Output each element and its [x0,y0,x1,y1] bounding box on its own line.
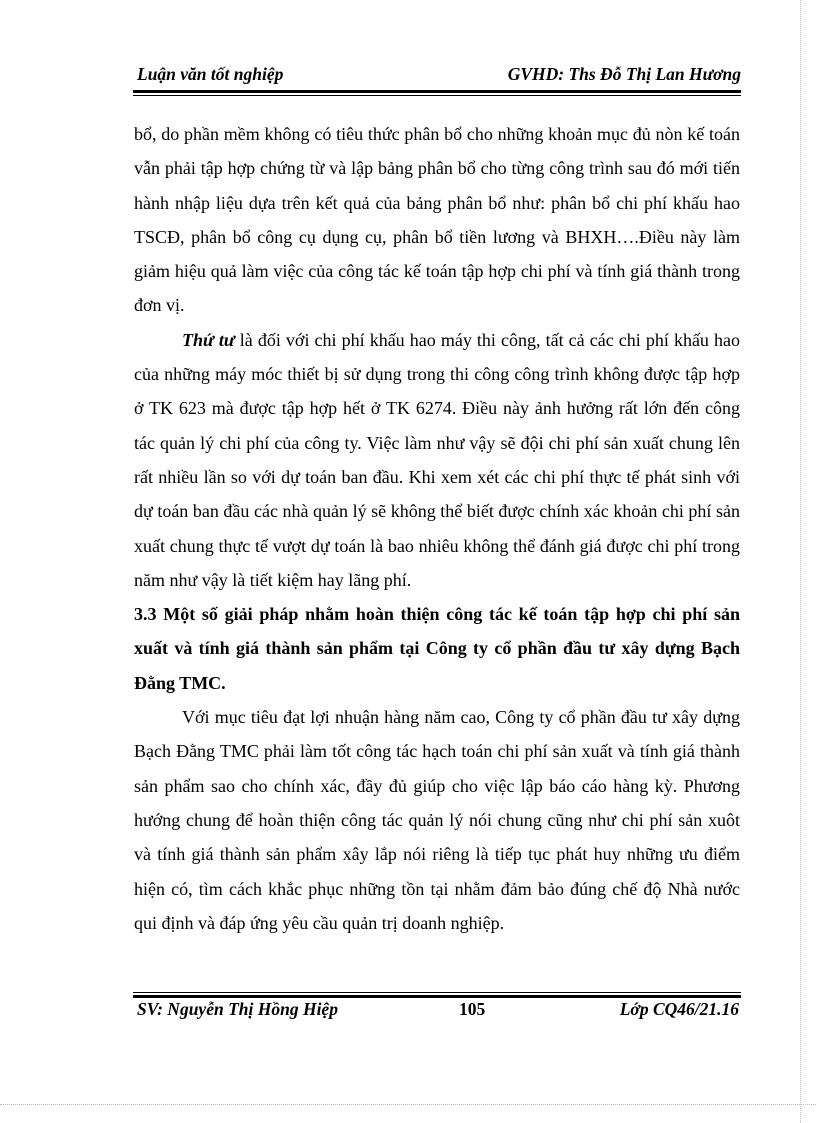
footer-class-code: Lớp CQ46/21.16 [619,999,739,1019]
page-border-bottom [0,1104,816,1105]
paragraph-thu-tu-text: là đối với chi phí khấu hao máy thi công, tất cả các chi phí khấu hao của những máy móc thiết bị sử dụng trong thi công công trình không được tập hợp ở TK 623 mà được tập hợp hết ở TK 6274. Điều này ảnh hưởng rất lớn đến công tác quản lý chi phí của công ty. Việc làm như vậy sẽ đội chi phí sản xuất chung lên rất nhiều lần so với dự toán ban đầu. Khi xem xét các chi phí thực tế phát sinh với dự toán ban đầu các nhà quản lý sẽ không thể biết được chính xác khoản chi phí sản xuất chung thực tế vượt dự toán là bao nhiêu không thể đánh giá được chi phí trong năm như vậy là tiết kiệm hay lãng phí. [134,329,741,590]
page-border-right [800,0,801,1123]
section-heading: 3.3 Một số giải pháp nhằm hoàn thiện công tác kế toán tập hợp chi phí sản xuất và tính giá thành sản phẩm tại Công ty cổ phần đầu tư xây dựng Bạch Đằng TMC. [134,604,740,693]
header-rule-thin [133,95,741,96]
paragraph-thu-tu [134,323,740,597]
page-footer [133,997,741,1027]
header-supervisor: GVHD: Ths Đỗ Thị Lan Hương [507,64,741,84]
page-header [133,62,741,92]
paragraph-lead-term: Thứ tư [182,329,235,350]
footer-student-name: SV: Nguyễn Thị Hồng Hiệp [137,999,338,1019]
paragraph-continuation: bổ, do phần mềm không có tiêu thức phân bổ cho những khoản mục đủ nòn kế toán vẫn phải tập hợp chứng từ và lập bảng phân bổ cho từng công trình sau đó mới tiến hành nhập liệu dựa trên kết quả của bảng phân bổ như: phân bổ chi phí khấu hao TSCĐ, phân bổ công cụ dụng cụ, phân bổ tiền lương và BHXH….Điều này làm giảm hiệu quả làm việc của công tác kế toán tập hợp chi phí và tính giá thành trong đơn vị. [134,124,740,316]
header-rule-thick [133,90,741,93]
footer-rule-thin [133,992,741,993]
header-thesis-title: Luận văn tốt nghiệp [137,64,284,84]
footer-page-number: 105 [459,999,486,1019]
paragraph-objectives: Với mục tiêu đạt lợi nhuận hàng năm cao, Công ty cổ phần đầu tư xây dựng Bạch Đằng TMC phải làm tốt công tác hạch toán chi phí sản xuất và tính giá thành sản phẩm sao cho chính xác, đầy đủ giúp cho việc lập báo cáo hàng kỳ. Phương hướng chung để hoàn thiện công tác quản lý nói chung cũng như chi phí sản xuôt và tính giá thành sản phẩm xây lắp nói riêng là tiếp tục phát huy những ưu điểm hiện có, tìm cách khắc phục những tồn tại nhằm đảm bảo đúng chế độ Nhà nước qui định và đáp ứng yêu cầu quản trị doanh nghiệp. [134,707,740,933]
page-body [134,117,740,940]
